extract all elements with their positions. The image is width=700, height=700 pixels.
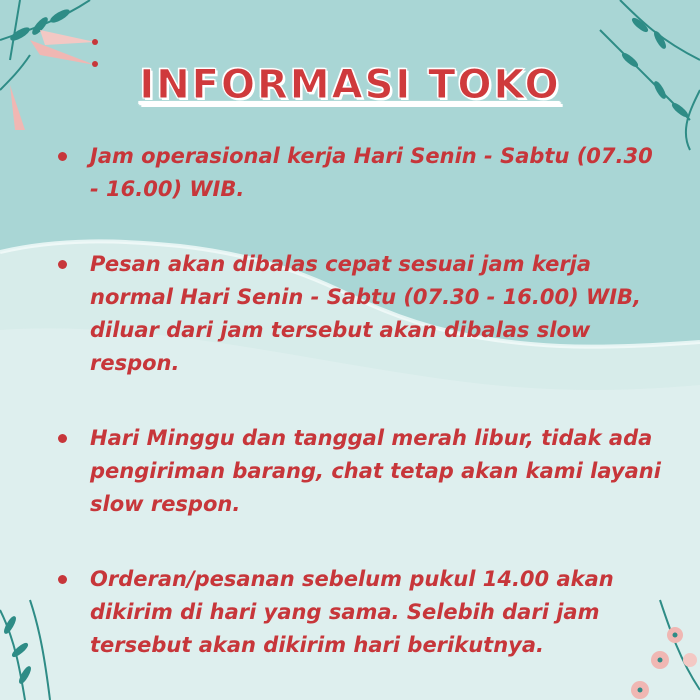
bullet-icon [58, 575, 67, 584]
bullet-icon [58, 152, 67, 161]
info-list [58, 140, 668, 662]
list-item [58, 563, 668, 662]
bullet-icon [58, 260, 67, 269]
list-item [58, 140, 668, 206]
list-item-text: Orderan/pesanan sebelum pukul 14.00 akan dikirim di hari yang sama. Selebih dari jam tersebut akan dikirim hari berikutnya. [90, 567, 614, 657]
list-item-text: Pesan akan dibalas cepat sesuai jam kerja normal Hari Senin - Sabtu (07.30 - 16.00) WIB, diluar dari jam tersebut akan dibalas slow respon. [90, 252, 641, 375]
list-item-text: Jam operasional kerja Hari Senin - Sabtu (07.30 - 16.00) WIB. [90, 144, 653, 201]
list-item-text: Hari Minggu dan tanggal merah libur, tidak ada pengiriman barang, chat tetap akan kami layani slow respon. [90, 426, 661, 516]
page-title: INFORMASI TOKO [139, 62, 561, 108]
list-item [58, 422, 668, 521]
leaf-branch-icon [0, 600, 50, 700]
bullet-icon [58, 434, 67, 443]
list-item [58, 248, 668, 380]
